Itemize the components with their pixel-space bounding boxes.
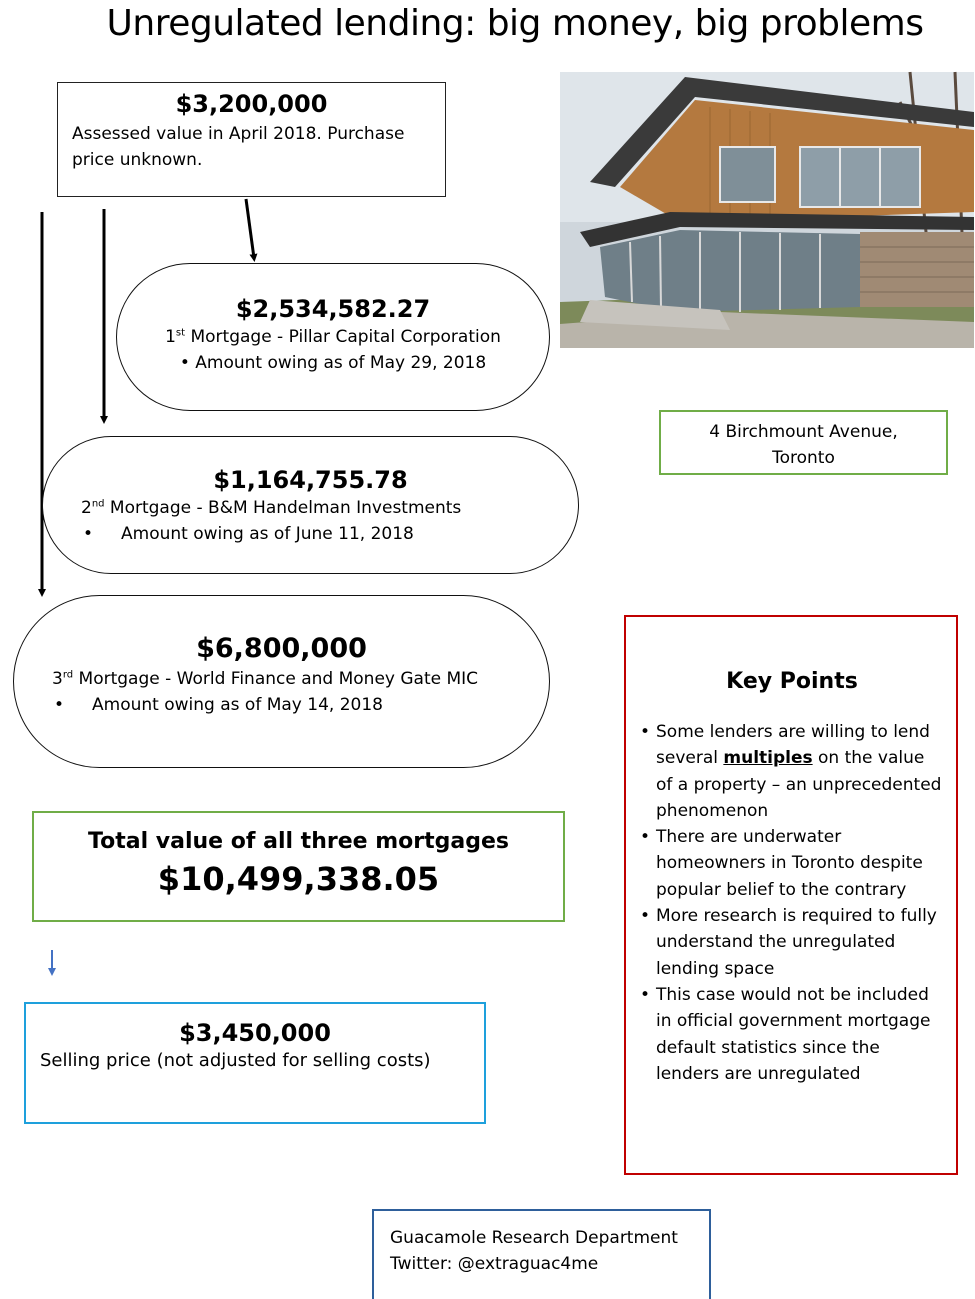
page-title: Unregulated lending: big money, big problems — [106, 3, 924, 44]
key-point-item: • There are underwater homeowners in Toronto despite popular belief to the contrary — [638, 824, 946, 903]
total-amount: $10,499,338.05 — [157, 860, 440, 898]
credit-line2: Twitter: @extraguac4me — [390, 1254, 599, 1274]
key-point-item: • This case would not be included in official government mortgage default statistics since the lenders are unregulated — [638, 982, 946, 1087]
selling-price-box — [24, 1002, 486, 1124]
address-box — [659, 410, 948, 475]
third-mortgage-label: 3rd Mortgage - World Finance and Money Gate MIC — [52, 669, 479, 689]
assessed-amount: $3,200,000 — [175, 90, 328, 118]
second-mortgage-bullet: • Amount owing as of June 11, 2018 — [83, 524, 414, 544]
third-mortgage-pill — [13, 595, 550, 768]
key-points-list — [638, 719, 946, 1087]
second-mortgage-pill — [42, 436, 579, 574]
total-mortgages-box — [32, 811, 565, 922]
second-mortgage-amount: $1,164,755.78 — [213, 466, 408, 494]
selling-amount: $3,450,000 — [179, 1019, 331, 1047]
third-mortgage-amount: $6,800,000 — [196, 633, 367, 664]
arrow-to-first-mortgage — [246, 199, 254, 258]
key-points-title: Key Points — [726, 669, 858, 694]
assessed-note: Assessed value in April 2018. Purchase price unknown. — [72, 124, 405, 170]
total-label: Total value of all three mortgages — [88, 829, 509, 854]
key-point-item: • More research is required to fully understand the unregulated lending space — [638, 903, 946, 982]
first-mortgage-pill — [116, 263, 550, 411]
address-line2: Toronto — [772, 448, 835, 468]
key-point-item: • Some lenders are willing to lend several multiples on the value of a property – an unprecedented phenomenon — [638, 719, 946, 824]
selling-note: Selling price (not adjusted for selling costs) — [40, 1050, 431, 1071]
credit-box — [372, 1209, 711, 1299]
first-mortgage-bullet: • Amount owing as of May 29, 2018 — [179, 353, 487, 373]
first-mortgage-label: 1st Mortgage - Pillar Capital Corporation — [165, 327, 501, 347]
third-mortgage-bullet: • Amount owing as of May 14, 2018 — [54, 695, 383, 715]
assessed-value-box — [57, 82, 446, 197]
address-line1: 4 Birchmount Avenue, — [709, 422, 898, 442]
second-mortgage-label: 2nd Mortgage - B&M Handelman Investments — [81, 498, 462, 518]
key-points-box — [624, 615, 958, 1175]
first-mortgage-amount: $2,534,582.27 — [235, 295, 431, 323]
building-photo — [560, 72, 974, 348]
credit-line1: Guacamole Research Department — [390, 1228, 678, 1248]
